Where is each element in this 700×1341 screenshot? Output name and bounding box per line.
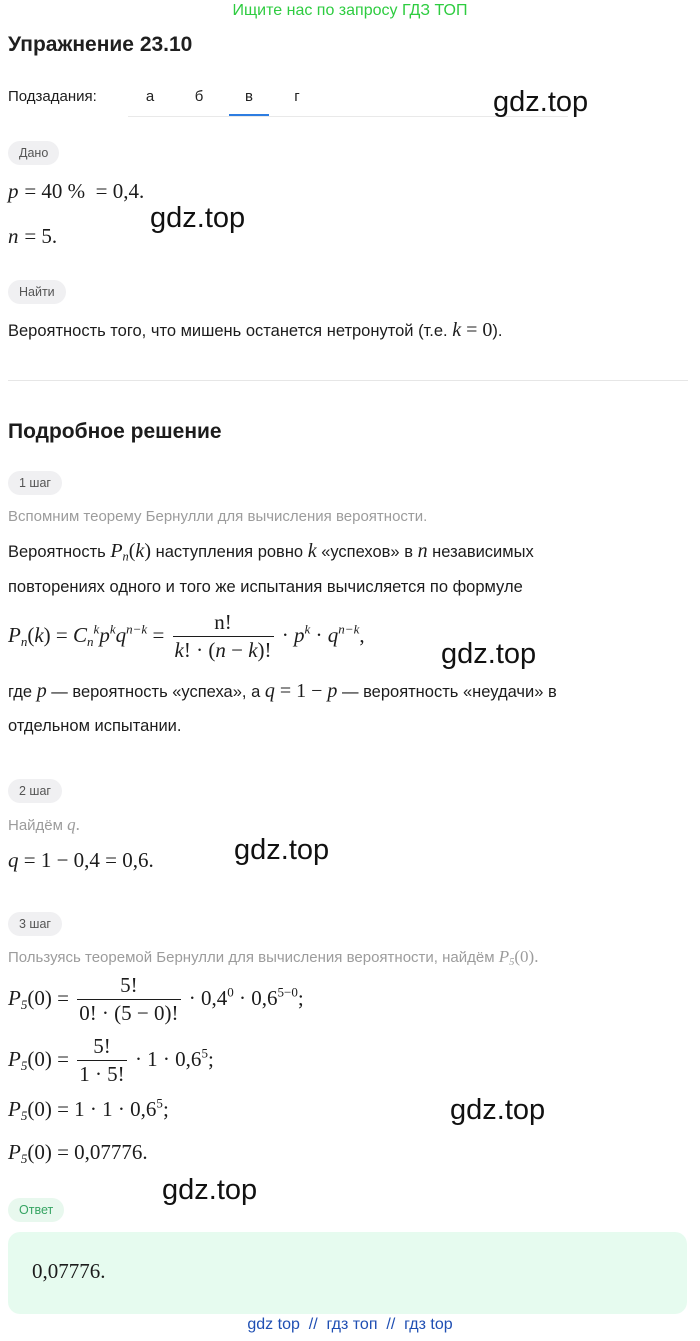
watermark: gdz.top: [162, 1174, 258, 1206]
step-1-text-line2: повторениях одного и того же испытания вычисляется по формуле: [8, 578, 523, 596]
step-1-text-line1: Вероятность $P_n(k)$ наступления ровно k «успехов» в n независимых: [8, 540, 534, 564]
step-3-badge: 3 шаг: [8, 912, 62, 936]
step-3-note: Пользуясь теоремой Бернулли для вычисления вероятности, найдём $P_5(0)$.: [8, 947, 539, 969]
given-p: p = 40 % = 0,4.: [8, 179, 145, 203]
tab-a[interactable]: а: [145, 88, 155, 105]
given-n: n = 5.: [8, 224, 58, 248]
footer-links[interactable]: gdz top // гдз топ // гдз top: [247, 1316, 453, 1333]
step-3-line-1: $P_5(0)$ = $\frac{5!}{0! \cdot (5 - 0)!}$ · $0,4^0 \cdot 0,6^{5-0}$;: [8, 973, 304, 1026]
watermark: gdz.top: [441, 638, 537, 670]
tab-b[interactable]: б: [194, 88, 204, 105]
step-3-line-2: $P_5(0)$ = $\frac{5!}{1 \cdot 5!}$ · $1 \cdot 0,6^5$;: [8, 1034, 214, 1087]
step-3-line-4: $P_5(0) = 0,07776$.: [8, 1140, 148, 1166]
active-tab-indicator: [229, 114, 269, 116]
step-1-badge: 1 шаг: [8, 471, 62, 495]
tab-g[interactable]: г: [294, 88, 300, 105]
step-2-note: Найдём q.: [8, 815, 80, 834]
answer-value: 0,07776.: [32, 1259, 106, 1283]
solution-title: Подробное решение: [8, 420, 222, 443]
watermark: gdz.top: [493, 86, 589, 118]
step-2-formula: q = 1 − 0,4 = 0,6.: [8, 848, 154, 872]
find-text: Вероятность того, что мишень останется нетронутой (т.е. k = 0).: [8, 319, 503, 341]
watermark: gdz.top: [450, 1094, 546, 1126]
tab-v[interactable]: в: [245, 88, 253, 105]
find-badge: Найти: [8, 280, 66, 304]
watermark: gdz.top: [150, 202, 246, 234]
step-1-note: Вспомним теорему Бернулли для вычисления вероятности.: [8, 508, 428, 525]
section-divider: [8, 380, 688, 381]
top-banner[interactable]: Ищите нас по запросу ГДЗ ТОП: [232, 2, 468, 19]
step-2-badge: 2 шаг: [8, 779, 62, 803]
answer-box: [8, 1232, 687, 1314]
subtasks-label: Подзадания:: [8, 88, 97, 105]
answer-badge: Ответ: [8, 1198, 64, 1222]
bernoulli-formula: $P_n(k) = C_n^kp^kq^{n-k}$ = $\frac{n!}{k! \cdot (n - k)!}$ · $p^k \cdot q^{n-k}$,: [8, 610, 365, 663]
watermark: gdz.top: [234, 834, 330, 866]
given-badge: Дано: [8, 141, 59, 165]
page-title: Упражнение 23.10: [8, 33, 193, 56]
step-1-where-line1: где p — вероятность «успеха», а q = 1 − p — вероятность «неудачи» в: [8, 680, 557, 702]
step-1-where-line2: отдельном испытании.: [8, 717, 182, 735]
step-3-line-3: $P_5(0) = 1 \cdot 1 \cdot 0,6^5$;: [8, 1096, 169, 1124]
